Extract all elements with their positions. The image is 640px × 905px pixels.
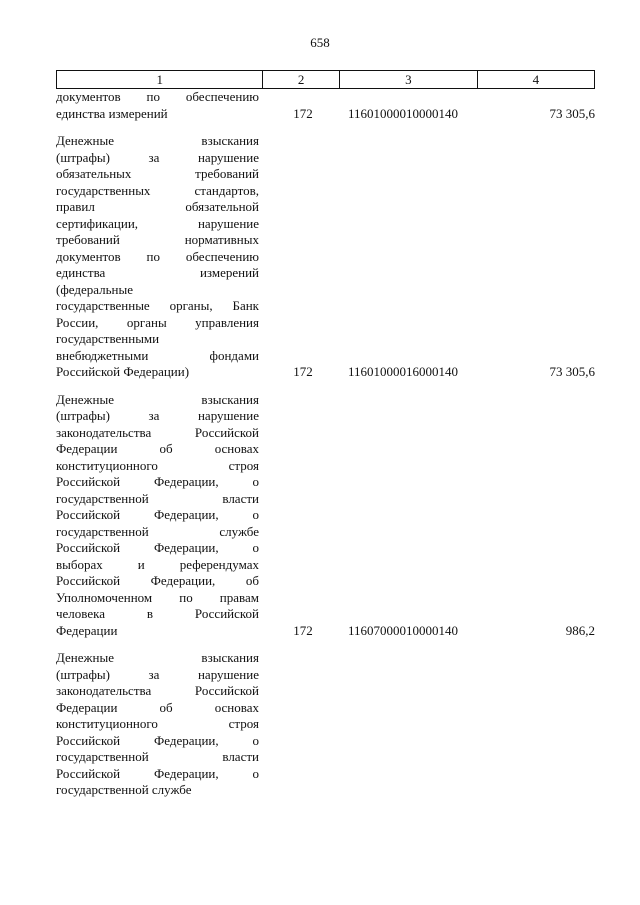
description-line: обязательных требований [56,166,259,181]
description-line: Российской Федерации, об [56,573,259,588]
description-line: документов по обеспечению [56,89,259,104]
description-line: выборах и референдумах [56,556,259,572]
description-line: Российской Федерации, о [56,507,259,522]
description-line: государственной службе [56,523,259,539]
description-line: Денежные взыскания [56,650,259,665]
description-line: Федерации об основах [56,699,259,715]
row-description [56,89,259,122]
description-line: государственными [56,331,160,346]
description-line: единства измерений [56,265,259,280]
amount: 73 305,6 [549,105,595,121]
budget-classification-code: 11601000016000140 [348,364,459,379]
description-line: человека в Российской [56,606,259,621]
header-col-2: 2 [263,71,339,89]
table-row [56,89,595,122]
description-line: правил обязательной [56,199,259,214]
description-line: внебюджетными фондами [56,347,259,363]
description-line: России, органы управления [56,314,259,330]
description-line: Российской Федерации, о [56,765,259,781]
amount: 73 305,6 [549,364,595,379]
amount: 986,2 [565,622,595,638]
description-line: законодательства Российской [56,683,259,698]
row-description [56,650,259,799]
table-row [56,392,595,640]
description-line: документов по обеспечению [56,248,259,264]
description-line: государственных стандартов, [56,182,259,198]
admin-code: 172 [293,364,313,379]
description-line: Российской Федерации, о [56,540,259,555]
budget-classification-code: 11601000010000140 [348,105,459,121]
description-line: Российской Федерации, о [56,474,259,489]
row-description [56,392,259,640]
description-line: конституционного строя [56,716,259,731]
admin-code: 172 [293,105,313,121]
description-line: (федеральные [56,281,133,297]
description-line: сертификации, нарушение [56,215,259,231]
description-line: Уполномоченном по правам [56,589,259,605]
description-line: Федерации об основах [56,441,259,456]
table-row [56,650,595,799]
description-line: Денежные взыскания [56,133,259,148]
description-line: требований нормативных [56,232,259,247]
description-line: Денежные взыскания [56,391,259,407]
description-line: (штрафы) за нарушение [56,666,259,682]
header-col-1: 1 [57,71,263,89]
page-number: 658 [310,35,330,50]
table-body [56,89,595,799]
description-line: Российской Федерации, о [56,732,259,748]
admin-code: 172 [293,622,313,638]
description-line: государственные органы, Банк [56,298,259,313]
description-line: государственной власти [56,490,259,506]
description-line: (штрафы) за нарушение [56,149,259,165]
description-line: законодательства Российской [56,424,259,440]
description-line: государственной власти [56,749,259,764]
row-description [56,133,259,381]
description-line: государственной службе [56,782,192,797]
header-col-3: 3 [339,71,477,89]
header-col-4: 4 [477,71,594,89]
description-line: единства измерений [56,105,168,121]
description-line: (штрафы) за нарушение [56,408,259,423]
description-line: Российской Федерации) [56,364,190,379]
budget-classification-code: 11607000010000140 [348,622,459,638]
description-line: Федерации [56,622,118,638]
description-line: конституционного строя [56,457,259,473]
table-row [56,133,595,381]
table-header [56,70,595,89]
